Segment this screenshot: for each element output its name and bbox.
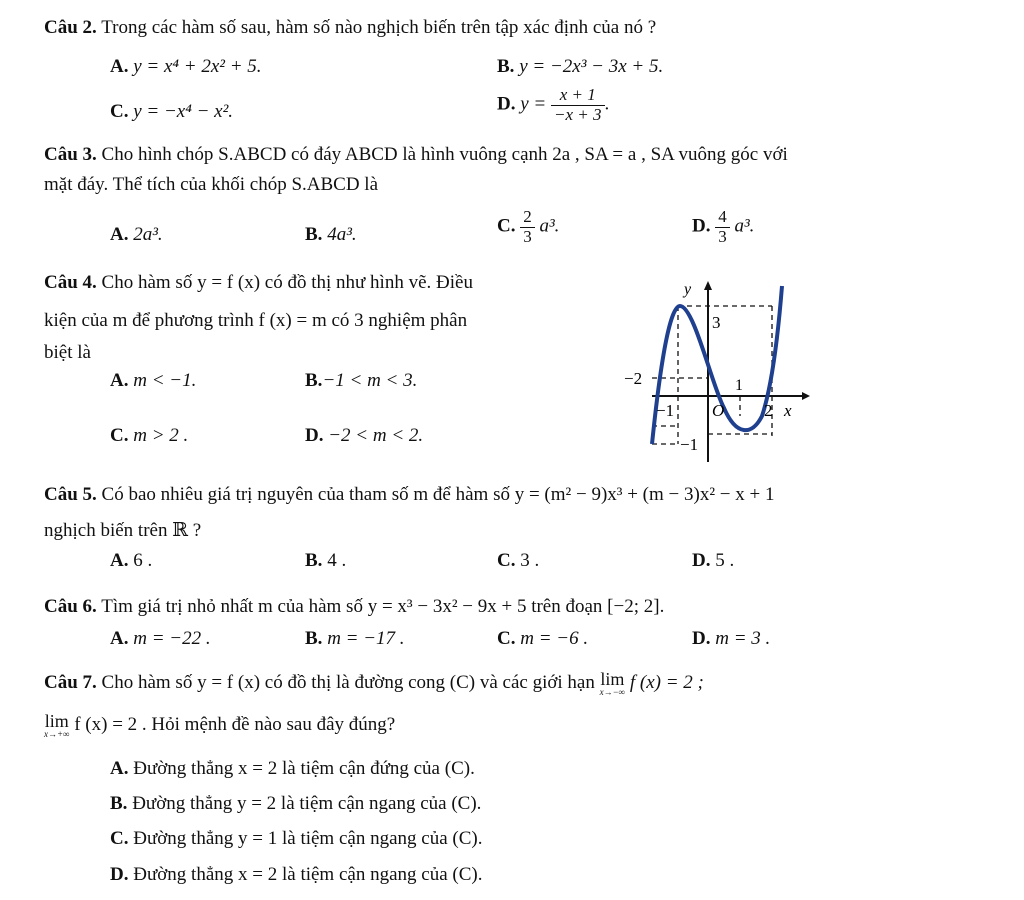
q5-option-d: D. 5 . [692, 550, 735, 571]
q5-label: Câu 5. [44, 484, 97, 505]
q7-stem-line1: Câu 7. Cho hàm số y = f (x) có đồ thị là đường cong (C) và các giới hạn lim x→−∞ f (x) = 2 ; [44, 669, 704, 697]
tick-neg1-y: −1 [680, 435, 699, 454]
tick-2: 2 [764, 401, 773, 420]
q3-stem-line1: Câu 3. Cho hình chóp S.ABCD có đáy ABCD là hình vuông cạnh 2a , SA = a , SA vuông góc với [44, 144, 788, 165]
q3-option-a: A. 2a³. [110, 224, 163, 245]
q7-option-d: D. Đường thẳng x = 2 là tiệm cận ngang của (C). [110, 864, 483, 885]
q2-label: Câu 2. [44, 17, 97, 38]
q3-stem-line2: mặt đáy. Thể tích của khối chóp S.ABCD là [44, 174, 379, 195]
tick-neg2: −2 [624, 369, 643, 388]
q4-stem-line1: Câu 4. Cho hàm số y = f (x) có đồ thị như hình vẽ. Điều [44, 272, 473, 293]
q4-label: Câu 4. [44, 272, 97, 293]
q4-option-d: D. −2 < m < 2. [305, 425, 424, 446]
tick-neg1-x: −1 [656, 401, 675, 420]
q6-stem: Câu 6. Tìm giá trị nhỏ nhất m của hàm số y = x³ − 3x² − 9x + 5 trên đoạn [−2; 2]. [44, 596, 665, 617]
q6-option-d: D. m = 3 . [692, 628, 771, 649]
limit-minus-infinity: lim x→−∞ [599, 669, 626, 697]
q7-option-a: A. Đường thẳng x = 2 là tiệm cận đứng của (C). [110, 758, 475, 779]
limit-plus-infinity: lim x→+∞ [44, 711, 70, 739]
q7-option-c: C. Đường thẳng y = 1 là tiệm cận ngang của (C). [110, 828, 483, 849]
q3-option-c: C. $\frac{2}{3}$ a³. [497, 207, 560, 246]
q7-option-b: B. Đường thẳng y = 2 là tiệm cận ngang của (C). [110, 793, 482, 814]
q4-option-b: B.−1 < m < 3. [305, 370, 418, 391]
q6-option-c: C. m = −6 . [497, 628, 589, 649]
q2-option-d: D. y = $\frac{x + 1}{-x + 3}$ . [497, 85, 610, 124]
x-axis-arrow [802, 392, 810, 400]
q4-stem-line2: kiện của m để phương trình f (x) = m có 3 nghiệm phân [44, 310, 468, 331]
label-y: y [684, 281, 692, 298]
tick-3: 3 [712, 313, 721, 332]
q4-option-a: A. m < −1. [110, 370, 197, 391]
q7-stem-line2: lim x→+∞ f (x) = 2 . Hỏi mệnh đề nào sau đây đúng? [44, 711, 396, 739]
q7-label: Câu 7. [44, 671, 97, 693]
q3-option-b: B. 4a³. [305, 224, 357, 245]
label-origin: O [712, 401, 725, 420]
q6-option-a: A. m = −22 . [110, 628, 211, 649]
q2-stem [44, 17, 656, 39]
q6-label: Câu 6. [44, 596, 97, 617]
q5-option-b: B. 4 . [305, 550, 347, 571]
curve-y-f-x [652, 286, 782, 444]
q2-option-b: B. y = −2x³ − 3x + 5. [497, 56, 664, 77]
q2-option-a: A. y = x⁴ + 2x² + 5. [110, 56, 262, 77]
q2-d-fraction: $\frac{x + 1}{-x + 3}$ [551, 86, 605, 124]
q5-stem-line2: nghịch biến trên ℝ ? [44, 520, 202, 541]
q5-stem-line1: Câu 5. Có bao nhiêu giá trị nguyên của tham số m để hàm số y = (m² − 9)x³ + (m − 3)x² − x + 1 [44, 484, 775, 505]
q3-label: Câu 3. [44, 144, 97, 165]
q2-text: Trong các hàm số sau, hàm số nào nghịch biến trên tập xác định của nó ? [101, 17, 657, 38]
q4-function-graph [612, 276, 812, 466]
q4-option-c: C. m > 2 . [110, 425, 189, 446]
graph-svg [612, 276, 812, 466]
y-axis-arrow [704, 281, 712, 290]
q6-option-b: B. m = −17 . [305, 628, 405, 649]
label-x: x [784, 401, 792, 420]
q5-option-c: C. 3 . [497, 550, 540, 571]
q2-option-c: C. y = −x⁴ − x². [110, 101, 234, 122]
q5-option-a: A. 6 . [110, 550, 153, 571]
q4-stem-line3: biệt là [44, 342, 91, 363]
q3-option-d: D. $\frac{4}{3}$ a³. [692, 207, 755, 246]
tick-1: 1 [735, 377, 743, 394]
